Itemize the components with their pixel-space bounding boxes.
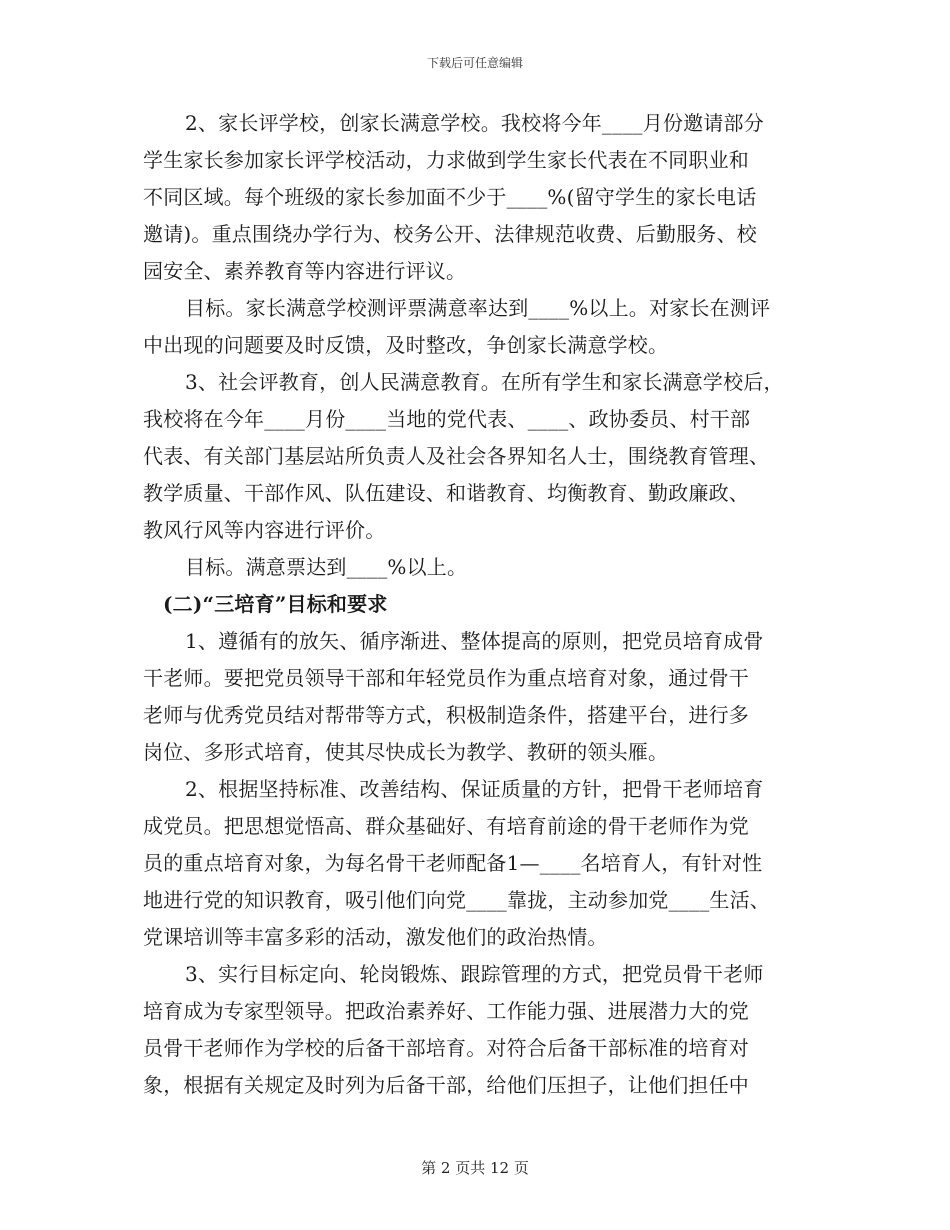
paragraph-line: 岗位、多形式培育，使其尽快成长为教学、教研的领头雁。 <box>143 740 669 764</box>
paragraph-line: 学生家长参加家长评学校活动，力求做到学生家长代表在不同职业和 <box>143 148 749 172</box>
paragraph-line: 1、遵循有的放矢、循序渐进、整体提高的原则，把党员培育成骨 <box>185 629 764 653</box>
paragraph-line: 代表、有关部门基层站所负责人及社会各界知名人士，围绕教育管理、 <box>143 444 770 468</box>
paragraph-line: 2、家长评学校，创家长满意学校。我校将今年____月份邀请部分 <box>185 111 764 135</box>
paragraph-line: 不同区域。每个班级的家长参加面不少于____%(留守学生的家长电话 <box>143 185 757 209</box>
paragraph-line: 园安全、素养教育等内容进行评议。 <box>143 259 467 283</box>
paragraph-line: 老师与优秀党员结对帮带等方式，积极制造条件，搭建平台，进行多 <box>143 703 749 727</box>
paragraph-line: 我校将在今年____月份____当地的党代表、____、政协委员、村干部 <box>143 407 751 431</box>
paragraph-line: 培育成为专家型领导。把政治素养好、工作能力强、进展潜力大的党 <box>143 999 749 1023</box>
paragraph-line: 地进行党的知识教育，吸引他们向党____靠拢，主动参加党____生活、 <box>143 888 770 912</box>
paragraph-line: 成党员。把思想觉悟高、群众基础好、有培育前途的骨干老师作为党 <box>143 814 749 838</box>
page-footer: 第 2 页共 12 页 <box>421 1159 529 1177</box>
paragraph-line: 员骨干老师作为学校的后备干部培育。对符合后备干部标准的培育对 <box>143 1036 749 1060</box>
paragraph-line: 教学质量、干部作风、队伍建设、和谐教育、均衡教育、勤政廉政、 <box>143 481 749 505</box>
paragraph-line: 3、社会评教育，创人民满意教育。在所有学生和家长满意学校后， <box>185 370 784 394</box>
paragraph-line: 党课培训等丰富多彩的活动，激发他们的政治热情。 <box>143 925 608 949</box>
page-header: 下载后可任意编辑 <box>426 56 523 70</box>
paragraph-line: 干老师。要把党员领导干部和年轻党员作为重点培育对象，通过骨干 <box>143 666 749 690</box>
paragraph-line: 教风行风等内容进行评价。 <box>143 518 386 542</box>
section-heading: (二)“三培育”目标和要求 <box>163 592 388 616</box>
paragraph-line: 目标。满意票达到____%以上。 <box>185 555 468 579</box>
paragraph-line: 员的重点培育对象，为每名骨干老师配备1—____名培育人，有针对性 <box>143 851 763 875</box>
paragraph-line: 象，根据有关规定及时列为后备干部，给他们压担子，让他们担任中 <box>143 1073 749 1097</box>
paragraph-line: 3、实行目标定向、轮岗锻炼、跟踪管理的方式，把党员骨干老师 <box>185 962 764 986</box>
paragraph-line: 中出现的问题要及时反馈，及时整改，争创家长满意学校。 <box>143 333 669 357</box>
paragraph-line: 目标。家长满意学校测评票满意率达到____%以上。对家长在测评 <box>185 296 771 320</box>
paragraph-line: 邀请)。重点围绕办学行为、校务公开、法律规范收费、后勤服务、校 <box>143 222 758 246</box>
paragraph-line: 2、根据坚持标准、改善结构、保证质量的方针，把骨干老师培育 <box>185 777 764 801</box>
